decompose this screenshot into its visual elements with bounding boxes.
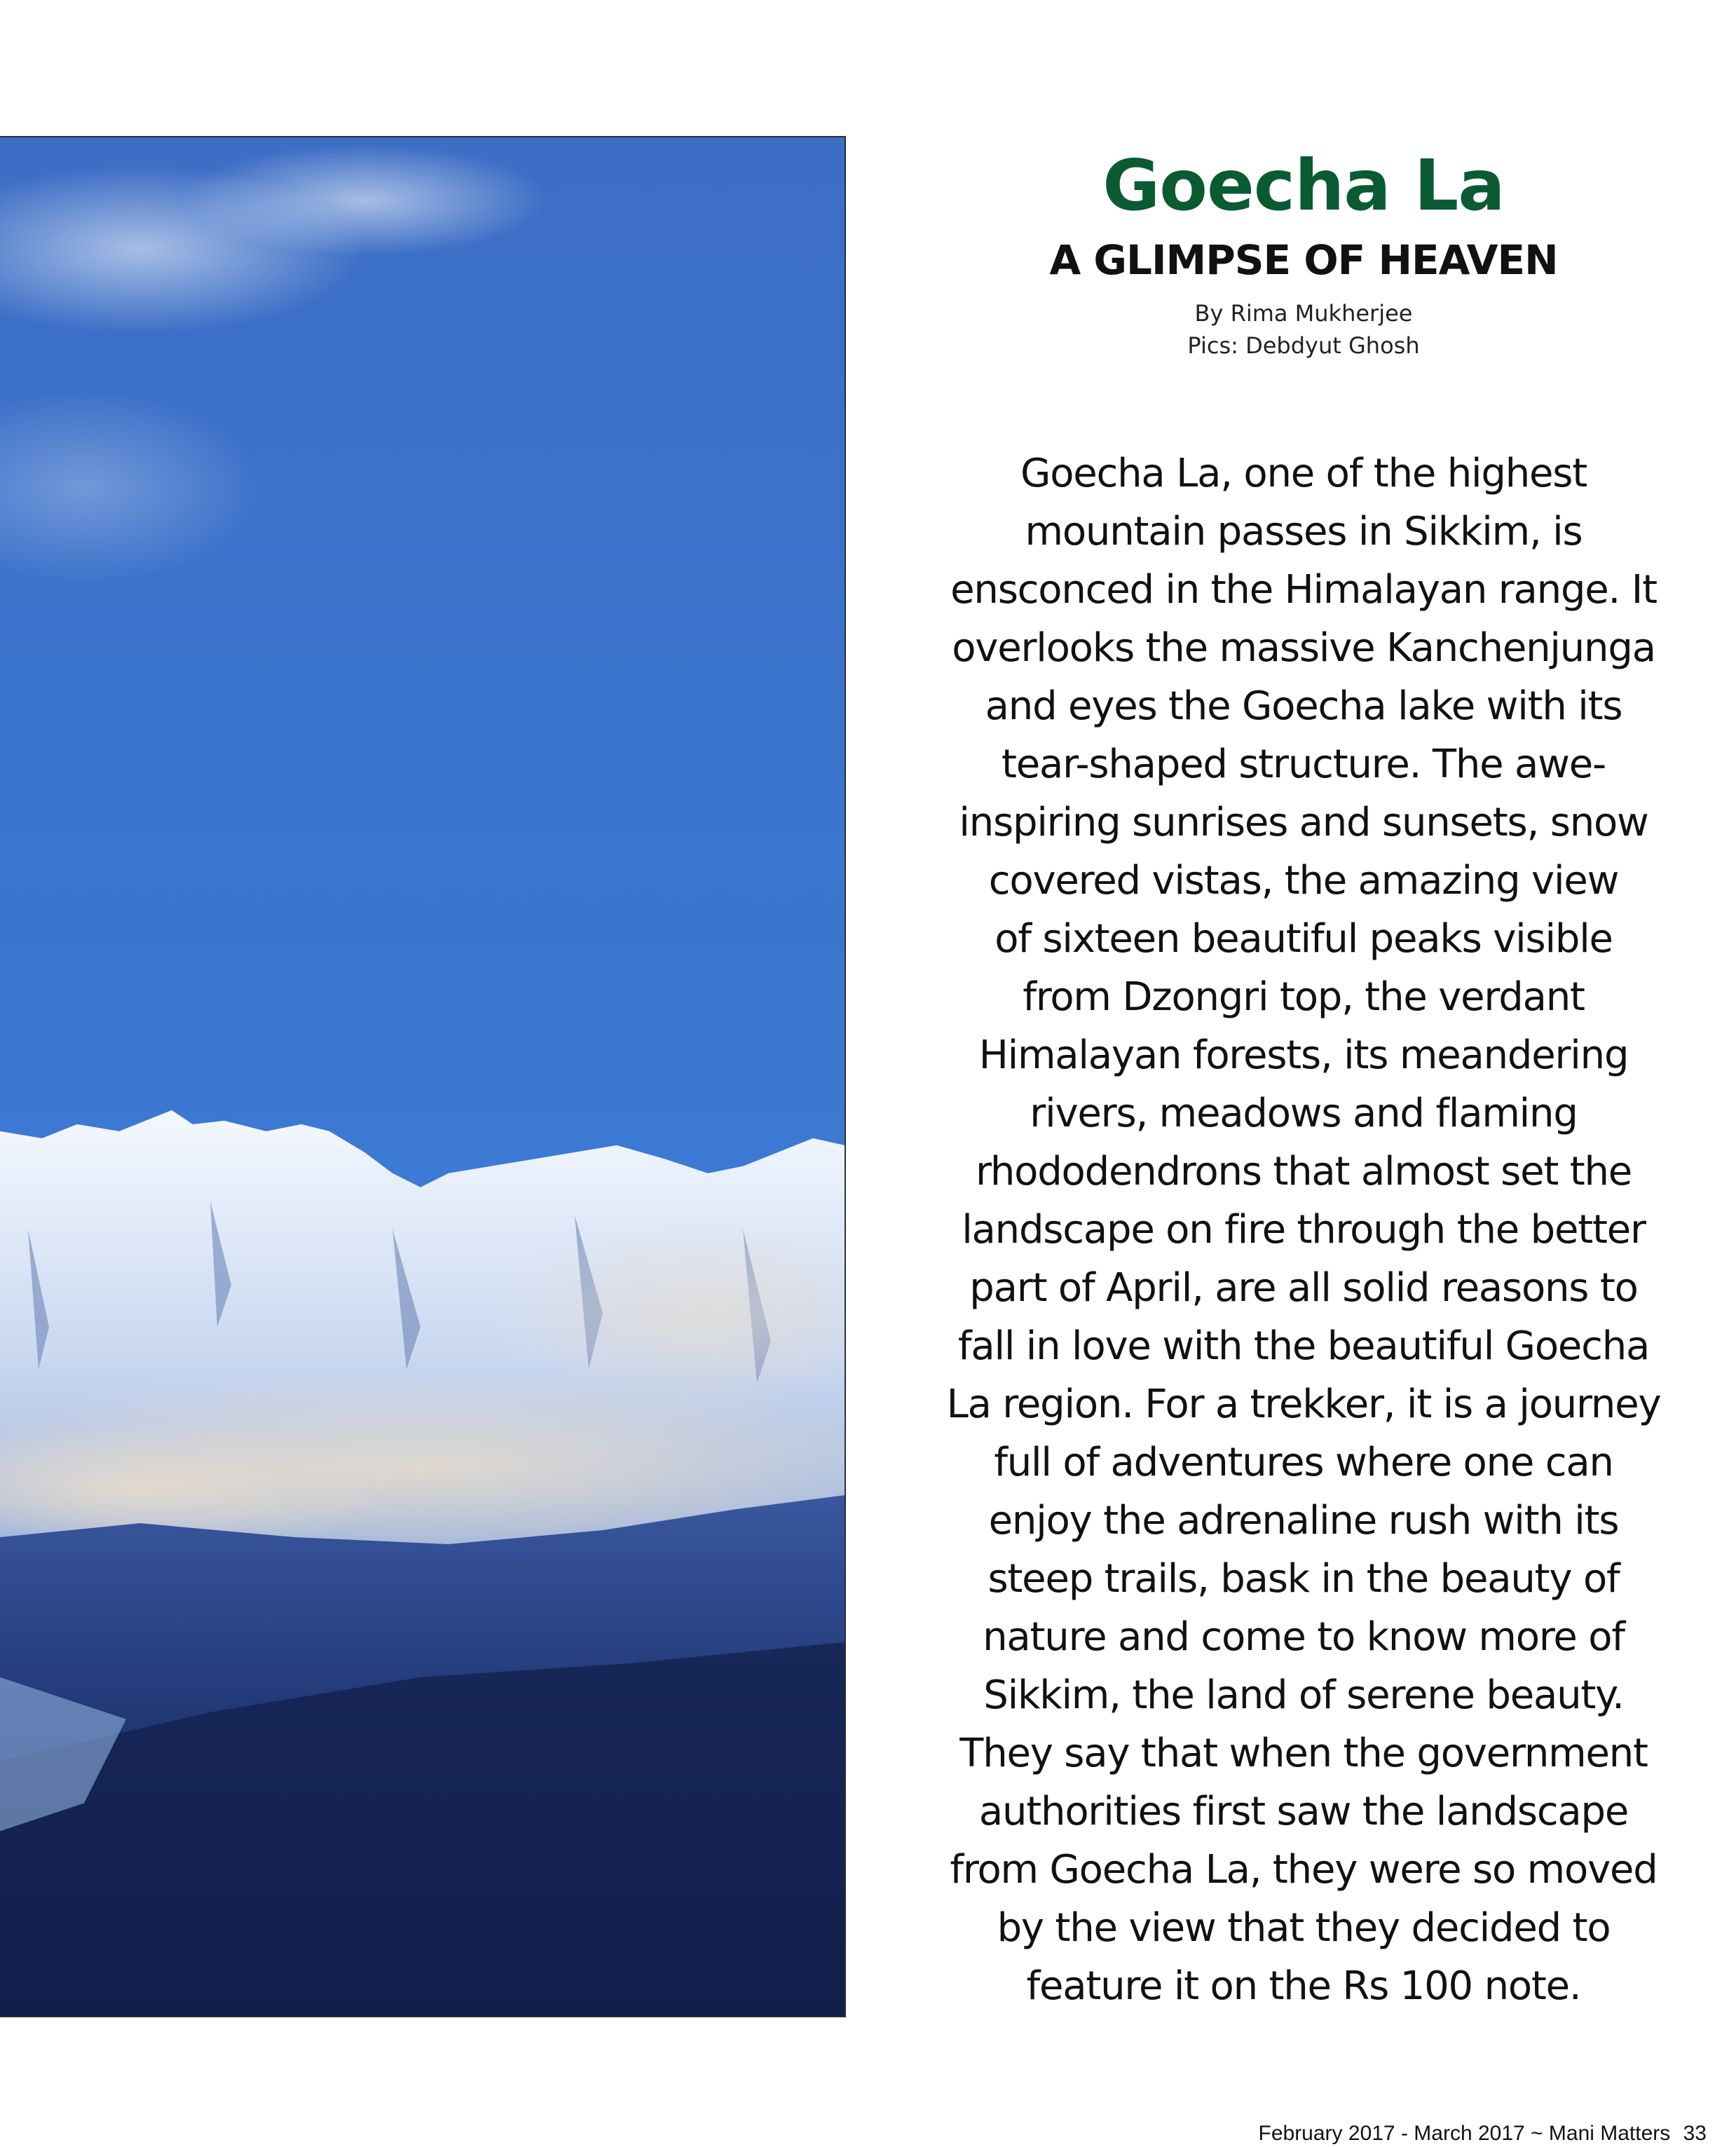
issue-label: February 2017 - March 2017 ~ Mani Matters [1258,2122,1671,2145]
article-column [932,140,1675,2015]
mountain-photo [0,136,846,2017]
body-line: landscape on fire through the better [962,1207,1646,1253]
body-line: rhododendrons that almost set the [976,1149,1632,1194]
body-line: They say that when the government [959,1731,1648,1776]
article-subtitle: A GLIMPSE OF HEAVEN [1049,236,1558,284]
article-body [932,444,1675,2015]
body-line: inspiring sunrises and sunsets, snow [959,800,1648,845]
article-title: Goecha La [1102,144,1505,226]
body-line: Sikkim, the land of serene beauty. [983,1672,1624,1718]
body-line: fall in love with the beautiful Goecha [957,1323,1650,1369]
body-line: from Dzongri top, the verdant [1023,974,1585,1020]
body-line: rivers, meadows and flaming [1030,1091,1578,1136]
body-line: authorities first saw the landscape [978,1789,1629,1834]
body-line: Goecha La, one of the highest [1020,451,1587,496]
body-line: of sixteen beautiful peaks visible [995,916,1613,962]
body-line: steep trails, bask in the beauty of [987,1556,1620,1602]
credits [932,297,1675,362]
body-line: Himalayan forests, its meandering [978,1032,1629,1078]
body-line: ensconced in the Himalayan range. It [950,567,1657,613]
body-line: enjoy the adrenaline rush with its [988,1498,1619,1543]
photo-credit: Pics: Debdyut Ghosh [1187,332,1420,359]
body-line: overlooks the massive Kanchenjunga [952,625,1655,671]
body-line: mountain passes in Sikkim, is [1025,509,1583,554]
body-line: tear-shaped structure. The awe- [1002,742,1606,787]
page-footer [1252,2122,1707,2146]
body-line: feature it on the Rs 100 note. [1026,1963,1581,2009]
body-line: and eyes the Goecha lake with its [985,683,1622,729]
body-line: from Goecha La, they were so moved [950,1847,1658,1893]
body-line: covered vistas, the amazing view [988,858,1619,904]
page-number: 33 [1683,2122,1707,2145]
body-line: by the view that they decided to [997,1905,1611,1951]
body-line: full of adventures where one can [994,1440,1613,1485]
body-line: part of April, are all solid reasons to [969,1265,1638,1311]
body-line: La region. For a trekker, it is a journey [946,1382,1661,1427]
body-line: nature and come to know more of [983,1614,1625,1660]
byline: By Rima Mukherjee [1194,300,1413,327]
